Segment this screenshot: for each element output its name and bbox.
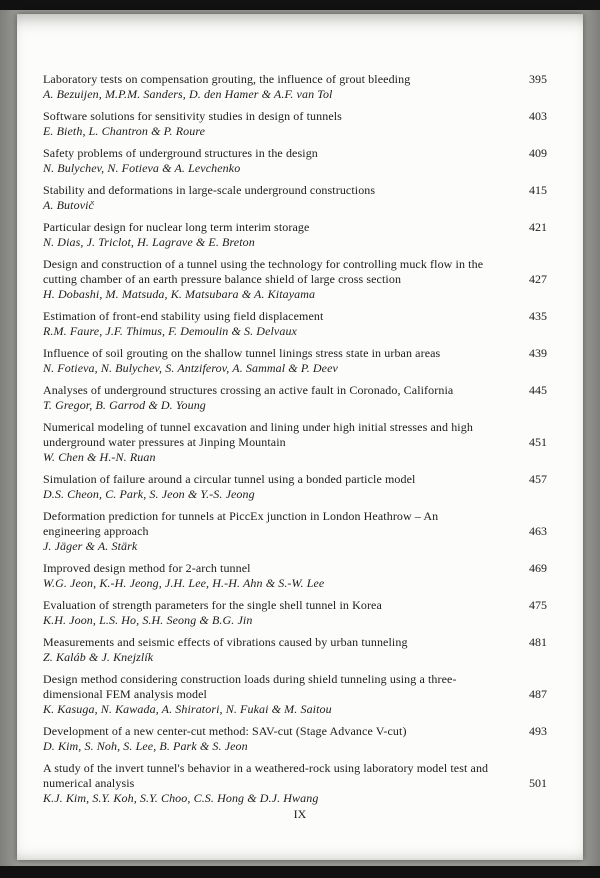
entry-authors: N. Bulychev, N. Fotieva & A. Levchenko xyxy=(43,161,241,175)
entry-page-number: 421 xyxy=(529,220,547,234)
footer-page-number: IX xyxy=(293,807,307,821)
scanned-page xyxy=(17,14,583,860)
entry-title: Software solutions for sensitivity studies in design of tunnels xyxy=(43,109,342,123)
entry-page-number: 457 xyxy=(529,472,547,486)
toc-entry xyxy=(43,761,547,806)
entry-authors: N. Fotieva, N. Bulychev, S. Antziferov, A. Sammal & P. Deev xyxy=(43,361,338,375)
entry-authors: Z. Kaláb & J. Knejzlík xyxy=(43,650,154,664)
entry-authors: R.M. Faure, J.F. Thimus, F. Demoulin & S. Delvaux xyxy=(43,324,297,338)
entry-page-number: 403 xyxy=(529,109,547,123)
entry-page-number: 445 xyxy=(529,383,547,397)
toc-entry xyxy=(43,598,547,628)
entry-page-number: 463 xyxy=(529,524,547,538)
toc-entry xyxy=(43,309,547,339)
entry-title: Numerical modeling of tunnel excavation and lining under high initial stresses and high underground water pressures at Jinping Mountain xyxy=(43,420,473,449)
toc-entry xyxy=(43,472,547,502)
entry-authors: D.S. Cheon, C. Park, S. Jeon & Y.-S. Jeong xyxy=(43,487,255,501)
entry-title: Deformation prediction for tunnels at PiccEx junction in London Heathrow – An engineering approach xyxy=(43,509,439,538)
entry-title: Influence of soil grouting on the shallow tunnel linings stress state in urban areas xyxy=(43,346,441,360)
entry-title: Safety problems of underground structures in the design xyxy=(43,146,318,160)
entry-title: Measurements and seismic effects of vibrations caused by urban tunneling xyxy=(43,635,408,649)
scan-border-top xyxy=(0,0,600,10)
entry-title: Simulation of failure around a circular tunnel using a bonded particle model xyxy=(43,472,416,486)
entry-title: Laboratory tests on compensation grouting, the influence of grout bleeding xyxy=(43,72,411,86)
entry-page-number: 439 xyxy=(529,346,547,360)
entry-page-number: 395 xyxy=(529,72,547,86)
toc-entry xyxy=(43,561,547,591)
entry-authors: D. Kim, S. Noh, S. Lee, B. Park & S. Jeon xyxy=(43,739,248,753)
toc-entry xyxy=(43,509,547,554)
entry-authors: J. Jäger & A. Stärk xyxy=(43,539,138,553)
scan-border-bottom xyxy=(0,866,600,878)
entry-title: A study of the invert tunnel's behavior in a weathered-rock using laboratory model test and numerical analysis xyxy=(43,761,489,790)
toc-entry xyxy=(43,346,547,376)
toc-entry xyxy=(43,257,547,302)
toc-entry xyxy=(43,420,547,465)
entry-page-number: 475 xyxy=(529,598,547,612)
entry-page-number: 415 xyxy=(529,183,547,197)
entry-page-number: 409 xyxy=(529,146,547,160)
toc-entry xyxy=(43,109,547,139)
toc-entry xyxy=(43,383,547,413)
entry-title: Stability and deformations in large-scale underground constructions xyxy=(43,183,376,197)
entry-page-number: 487 xyxy=(529,687,547,701)
entry-authors: A. Butovič xyxy=(43,198,94,212)
toc-entry xyxy=(43,724,547,754)
entry-authors: H. Dobashi, M. Matsuda, K. Matsubara & A. Kitayama xyxy=(43,287,316,301)
entry-title: Evaluation of strength parameters for the single shell tunnel in Korea xyxy=(43,598,382,612)
toc-entry xyxy=(43,146,547,176)
entry-title: Development of a new center-cut method: SAV-cut (Stage Advance V-cut) xyxy=(43,724,407,738)
entry-authors: T. Gregor, B. Garrod & D. Young xyxy=(43,398,206,412)
entry-title: Estimation of front-end stability using field displacement xyxy=(43,309,324,323)
entry-page-number: 469 xyxy=(529,561,547,575)
entry-authors: K. Kasuga, N. Kawada, A. Shiratori, N. Fukai & M. Saitou xyxy=(43,702,332,716)
entry-title: Improved design method for 2-arch tunnel xyxy=(43,561,251,575)
entry-title: Design and construction of a tunnel using the technology for controlling muck flow in the cutting chamber of an earth pressure balance shield of large cross section xyxy=(43,257,484,286)
entry-title: Design method considering construction loads during shield tunneling using a three-dimensional FEM analysis model xyxy=(43,672,457,701)
toc-entry xyxy=(43,72,547,102)
entry-title: Analyses of underground structures crossing an active fault in Coronado, California xyxy=(43,383,454,397)
entry-page-number: 481 xyxy=(529,635,547,649)
entry-authors: K.J. Kim, S.Y. Koh, S.Y. Choo, C.S. Hong & D.J. Hwang xyxy=(43,791,319,805)
toc-entry xyxy=(43,183,547,213)
entry-authors: E. Bieth, L. Chantron & P. Roure xyxy=(43,124,206,138)
entry-authors: W.G. Jeon, K.-H. Jeong, J.H. Lee, H.-H. Ahn & S.-W. Lee xyxy=(43,576,325,590)
entry-page-number: 501 xyxy=(529,776,547,790)
entry-authors: K.H. Joon, L.S. Ho, S.H. Seong & B.G. Jin xyxy=(43,613,253,627)
entry-page-number: 451 xyxy=(529,435,547,449)
entry-authors: W. Chen & H.-N. Ruan xyxy=(43,450,156,464)
entry-authors: A. Bezuijen, M.P.M. Sanders, D. den Hamer & A.F. van Tol xyxy=(43,87,333,101)
toc-entries xyxy=(43,72,547,813)
entry-page-number: 435 xyxy=(529,309,547,323)
toc-entry xyxy=(43,635,547,665)
entry-title: Particular design for nuclear long term interim storage xyxy=(43,220,310,234)
toc-entry xyxy=(43,672,547,717)
entry-page-number: 427 xyxy=(529,272,547,286)
entry-authors: N. Dias, J. Triclot, H. Lagrave & E. Breton xyxy=(43,235,255,249)
toc-entry xyxy=(43,220,547,250)
entry-page-number: 493 xyxy=(529,724,547,738)
